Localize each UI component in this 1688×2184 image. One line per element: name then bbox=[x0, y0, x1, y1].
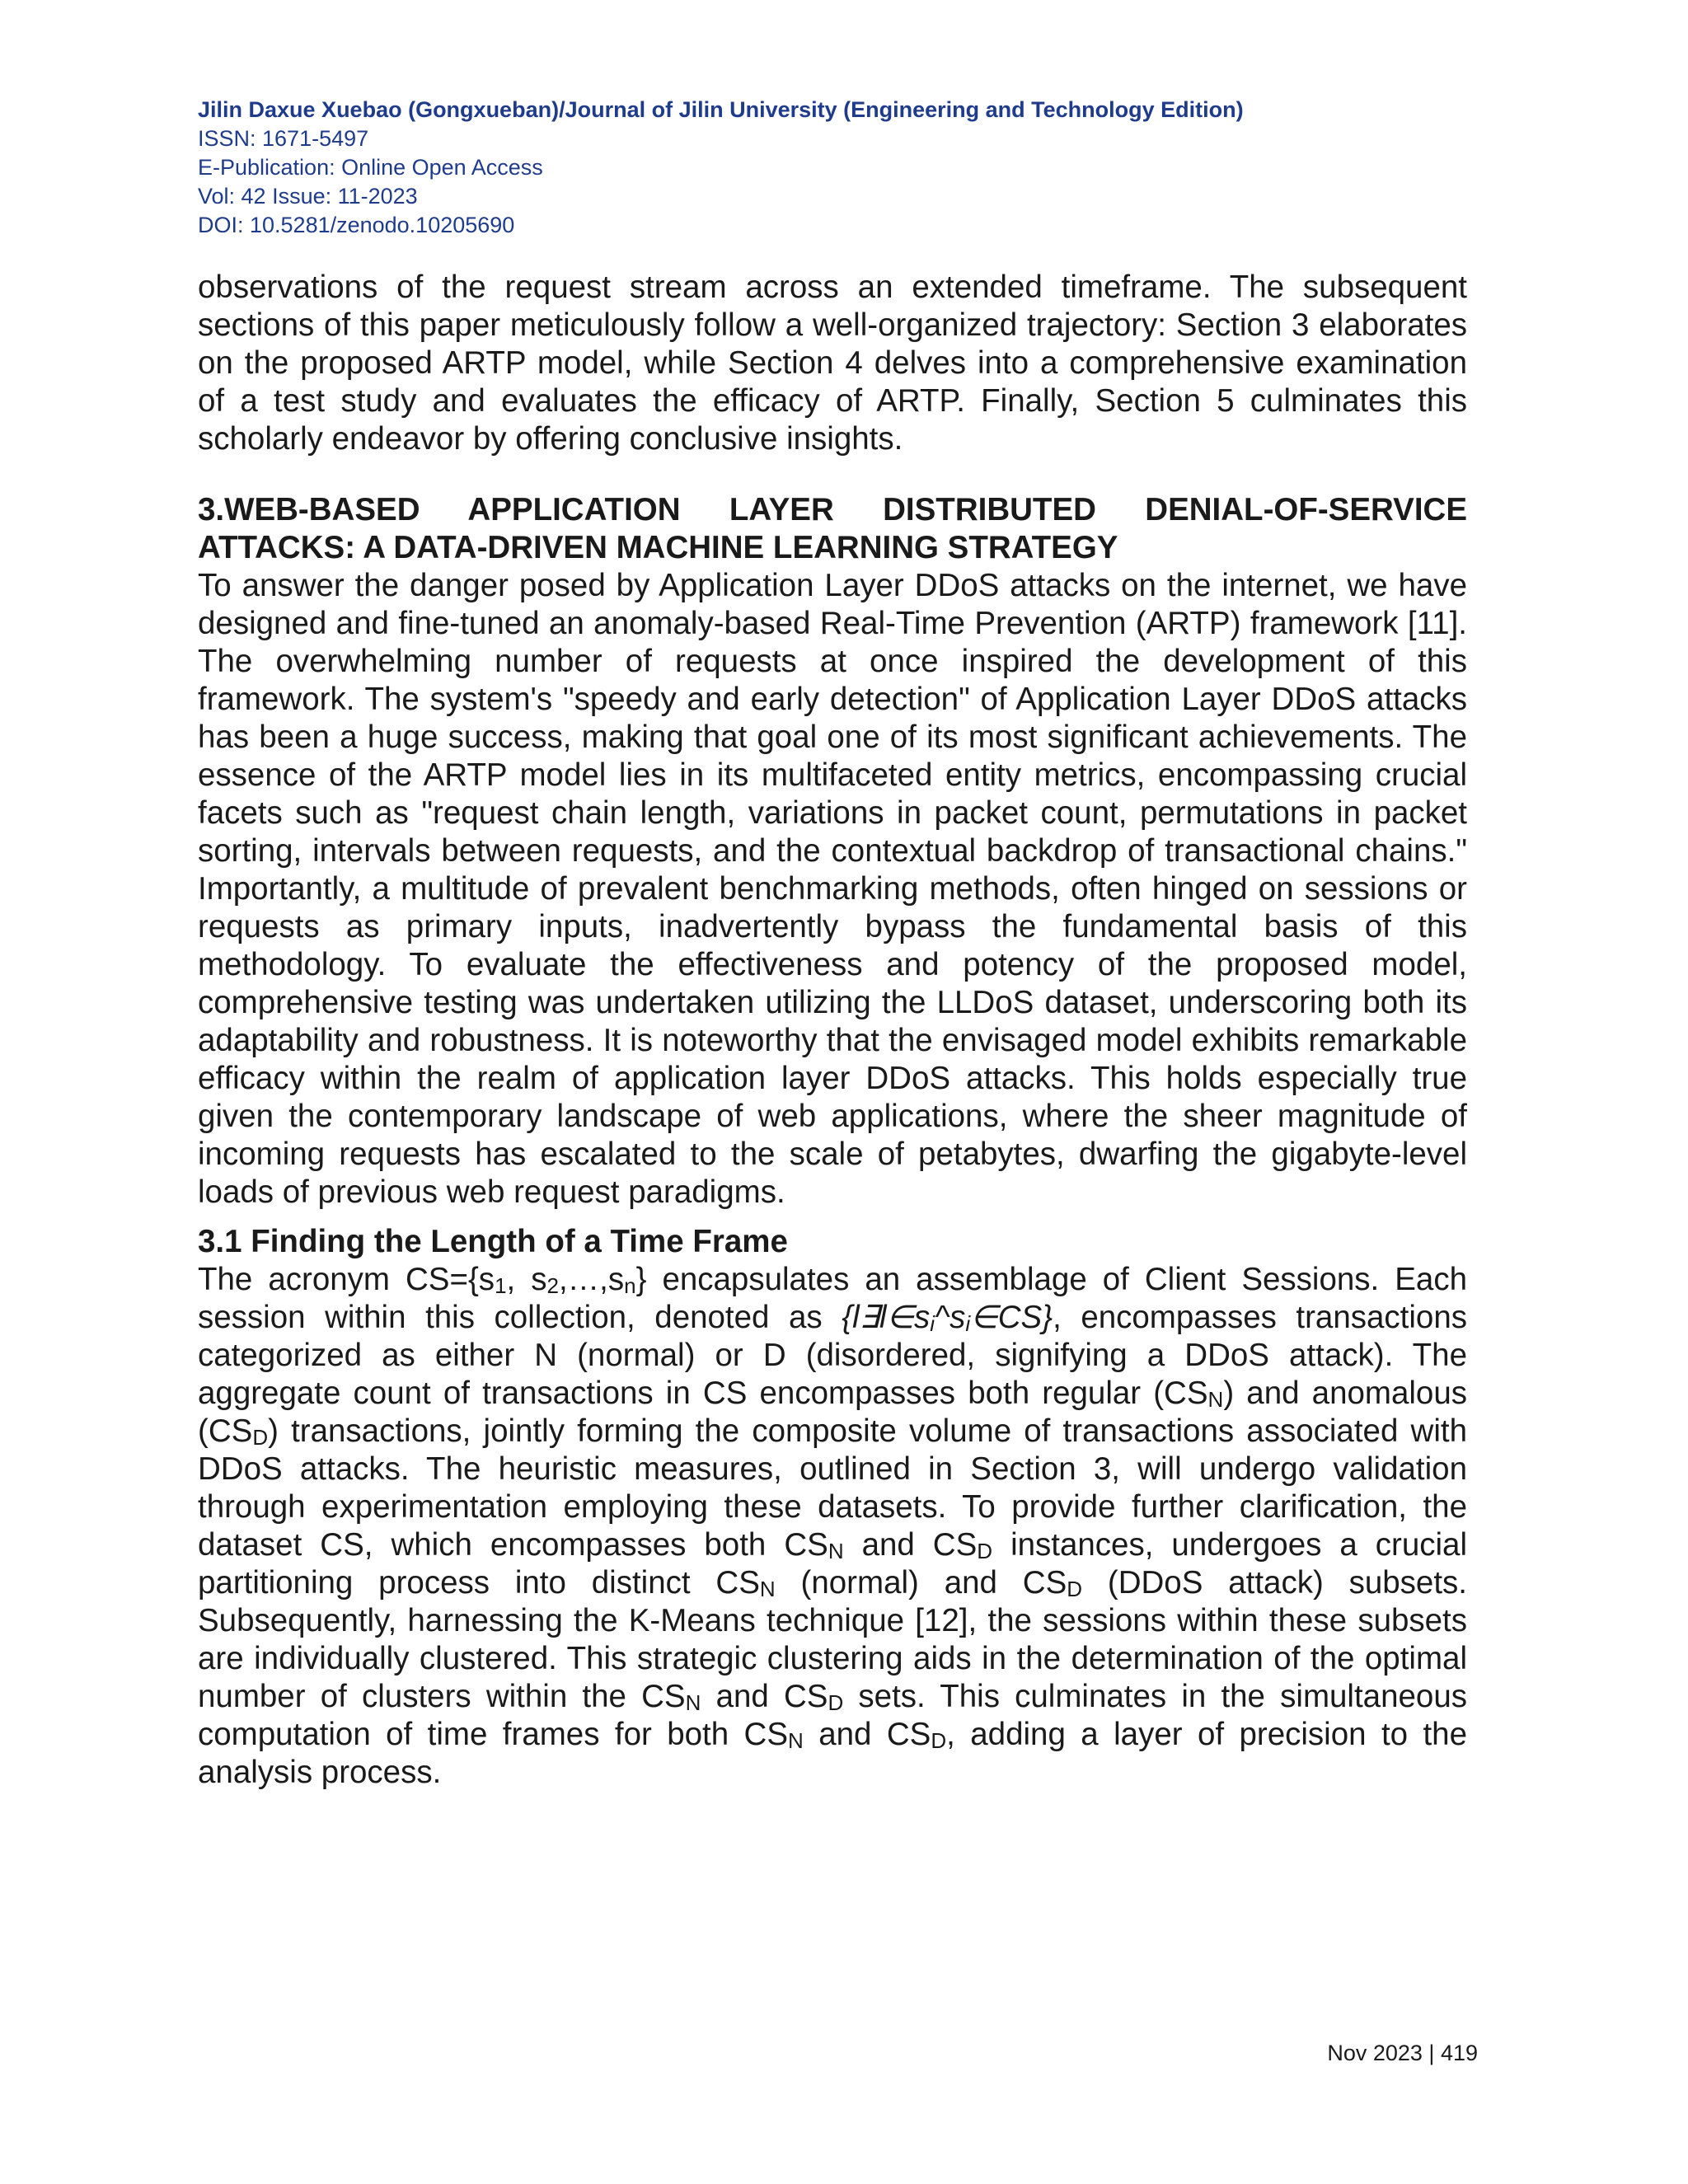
publication-type: E-Publication: Online Open Access bbox=[198, 155, 543, 180]
section-3-heading-line-2: ATTACKS: A DATA-DRIVEN MACHINE LEARNING STRATEGY bbox=[198, 530, 1118, 565]
issn: ISSN: 1671-5497 bbox=[198, 126, 369, 151]
doi: DOI: 10.5281/zenodo.10205690 bbox=[198, 213, 515, 237]
intro-paragraph: observations of the request stream across an extended timeframe. The subsequent sections of this paper meticulously follow a well-organized trajectory: Section 3 elaborates on the proposed ARTP model, while Section 4 delves into a comprehensive examination of a test study and evaluates the efficacy of ARTP. Finally, Section 5 culminates this scholarly endeavor by offering conclusive insights. bbox=[198, 269, 1467, 457]
page-footer: Nov 2023 | 419 bbox=[1327, 2041, 1478, 2065]
section-3-heading bbox=[198, 491, 1467, 567]
journal-title: Jilin Daxue Xuebao (Gongxueban)/Journal of Jilin University (Engineering and Technology Edition) bbox=[198, 97, 1244, 122]
section-3-heading-line-1: 3.WEB-BASED APPLICATION LAYER DISTRIBUTED DENIAL-OF-SERVICE bbox=[198, 492, 1467, 527]
volume-issue: Vol: 42 Issue: 11-2023 bbox=[198, 184, 418, 209]
section-3-1-paragraph: The acronym $CS=\{s_1$, $s_2,\dots,s_n$} encapsulates an assemblage of Client Sessions. Each session within this collection, denoted as $\{l\exists l\in s_i\^{}s_i\in CS\}$, encompasses transactions categorized as either N (normal) or D (disordered, signifying a DDoS attack). The aggregate count of transactions in CS encompasses both regular $(CS_N)$ and anomalous $(CS_D)$ transactions, jointly forming the composite volume of transactions associated with DDoS attacks. The heuristic measures, outlined in Section 3, will undergo validation through experimentation employing these datasets. To provide further clarification, the dataset CS, which encompasses both $CS_N$ and $CS_D$ instances, undergoes a crucial partitioning process into distinct $CS_N$ (normal) and $CS_D$ (DDoS attack) subsets. Subsequently, harnessing the K-Means technique [12], the sessions within these subsets are individually clustered. This strategic clustering aids in the determination of the optimal number of clusters within the $CS_N$ and $CS_D$ sets. This culminates in the simultaneous computation of time frames for both $CS_N$ and $CS_D$, adding a layer of precision to the analysis process. bbox=[198, 1262, 1468, 1790]
section-3-paragraph: To answer the danger posed by Application Layer DDoS attacks on the internet, we have designed and fine-tuned an anomaly-based Real-Time Prevention (ARTP) framework [11]. The overwhelming number of requests at once inspired the development of this framework. The system's "speedy and early detection" of Application Layer DDoS attacks has been a huge success, making that goal one of its most significant achievements. The essence of the ARTP model lies in its multifaceted entity metrics, encompassing crucial facets such as "request chain length, variations in packet count, permutations in packet sorting, intervals between requests, and the contextual backdrop of transactional chains." Importantly, a multitude of prevalent benchmarking methods, often hinged on sessions or requests as primary inputs, inadvertently bypass the fundamental basis of this methodology. To evaluate the effectiveness and potency of the proposed model, comprehensive testing was undertaken utilizing the LLDoS dataset, underscoring both its adaptability and robustness. It is noteworthy that the envisaged model exhibits remarkable efficacy within the realm of application layer DDoS attacks. This holds especially true given the contemporary landscape of web applications, where the sheer magnitude of incoming requests has escalated to the scale of petabytes, dwarfing the gigabyte-level loads of previous web request paradigms. bbox=[198, 568, 1467, 1210]
journal-header bbox=[198, 96, 1484, 240]
session-set-notation: $\{l\exists l\in s_i\^{}s_i\in CS\}$ bbox=[842, 1300, 1053, 1336]
page-body bbox=[198, 269, 1467, 1792]
section-3-1-heading: 3.1 Finding the Length of a Time Frame bbox=[198, 1224, 788, 1259]
